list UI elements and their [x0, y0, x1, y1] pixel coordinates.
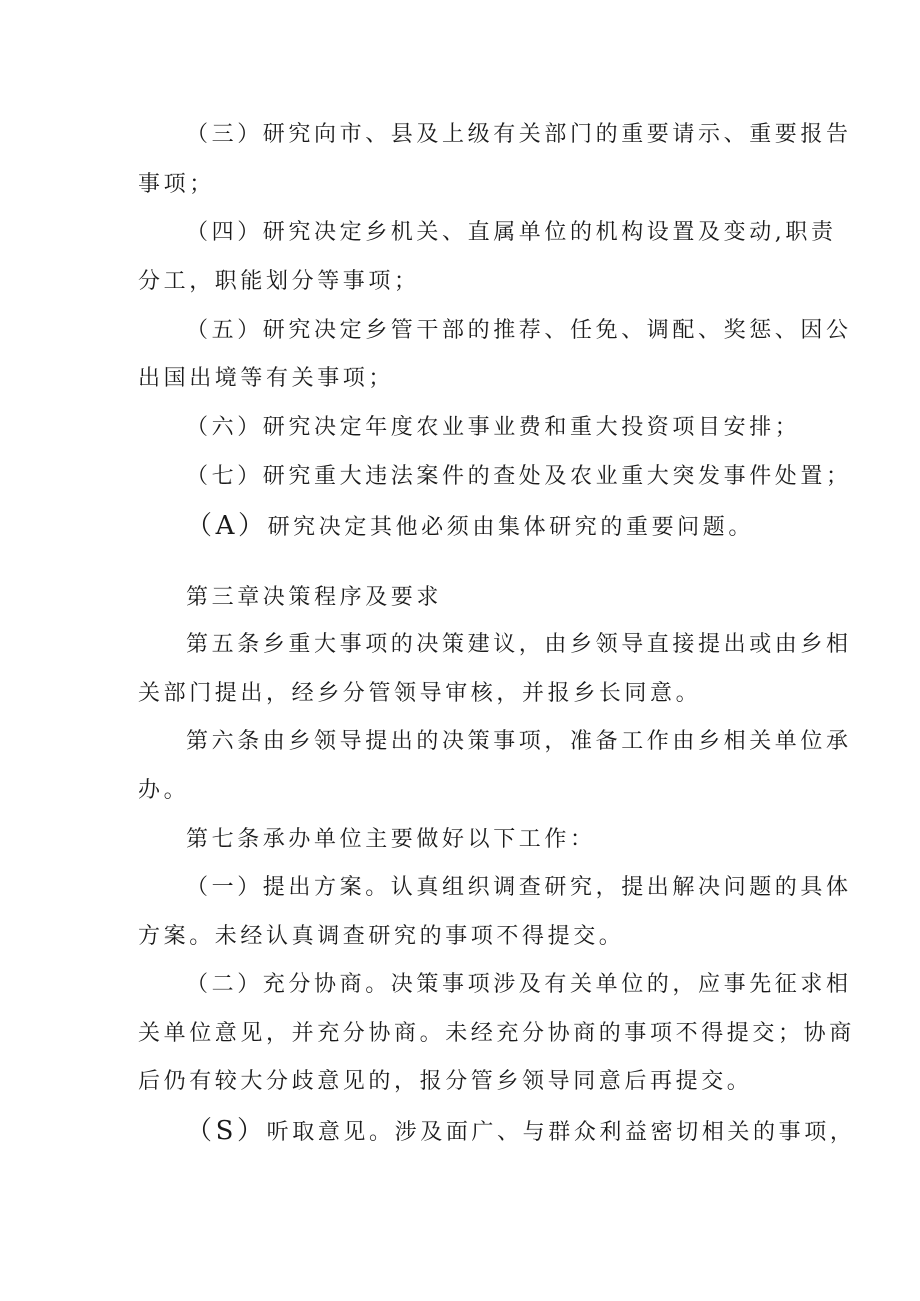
article-6-line-2: 办。 [138, 778, 190, 803]
chapter-3-heading: 第三章决策程序及要求 [186, 585, 443, 610]
para-8-marker: （A） [186, 511, 268, 541]
para-3-line-2: 事项； [138, 172, 215, 197]
para-5-line-1: （五）研究决定乡管干部的推荐、任免、调配、奖惩、因公 [186, 318, 852, 343]
para-6-line-1: （六）研究决定年度农业事业费和重大投资项目安排； [186, 415, 801, 440]
work-1-line-1: （一）提出方案。认真组织调查研究，提出解决问题的具体 [186, 875, 852, 900]
para-7-line-1: （七）研究重大违法案件的查处及农业重大突发事件处置； [186, 464, 852, 489]
article-5-line-1: 第五条乡重大事项的决策建议，由乡领导直接提出或由乡相 [186, 632, 852, 657]
article-7-line-1: 第七条承办单位主要做好以下工作： [186, 827, 596, 852]
para-5-line-2: 出国出境等有关事项； [138, 366, 395, 391]
work-2-line-1: （二）充分协商。决策事项涉及有关单位的，应事先征求相 [186, 972, 852, 997]
para-8-text: 研究决定其他必须由集体研究的重要问题。 [267, 515, 754, 540]
work-3-text: 听取意见。涉及面广、与群众利益密切相关的事项， [266, 1120, 856, 1145]
work-2-line-2: 关单位意见，并充分协商。未经充分协商的事项不得提交；协商 [138, 1021, 855, 1046]
para-4-line-2: 分工，职能划分等事项； [138, 269, 420, 294]
para-4-line-1: （四）研究决定乡机关、直属单位的机构设置及变动,职责 [186, 220, 837, 245]
work-1-line-2: 方案。未经认真调查研究的事项不得提交。 [138, 924, 625, 949]
para-8-line-1 [186, 511, 798, 543]
work-3-marker: （S） [186, 1116, 267, 1146]
work-3-line-1 [186, 1116, 856, 1148]
article-6-line-1: 第六条由乡领导提出的决策事项，准备工作由乡相关单位承 [186, 729, 852, 754]
work-2-line-3: 后仍有较大分歧意见的，报分管乡领导同意后再提交。 [138, 1069, 753, 1094]
para-3-line-1: （三）研究向市、县及上级有关部门的重要请示、重要报告 [186, 122, 852, 147]
article-5-line-2: 关部门提出，经乡分管领导审核，并报乡长同意。 [138, 681, 702, 706]
